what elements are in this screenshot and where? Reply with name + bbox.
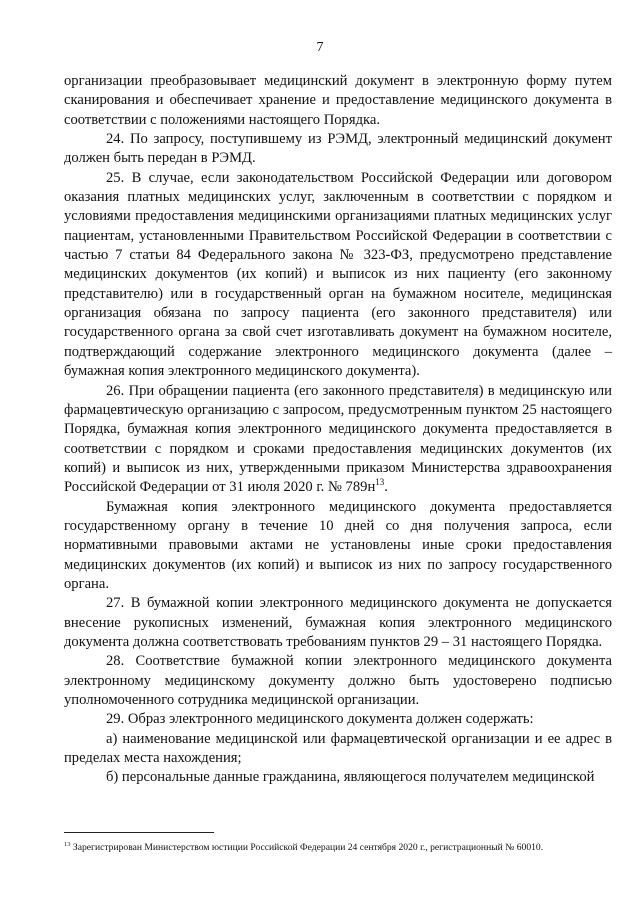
paragraph-26-text: 26. При обращении пациента (его законного представителя) в медицинскую или фармацевтическую организацию с запросом, предусмотренным пунктом 25 настоящего Порядка, бумажная копия электронного медицинского документа предоставляется в соответствии с порядком и сроками предоставления медицинских документов (их копий) и выписок из них, утвержденными приказом Министерства здравоохранения Российской Федерации от 31 июля 2020 г. № 789н xyxy=(64,382,612,496)
paragraph-continued: организации преобразовывает медицинский документ в электронную форму путем сканирования и обеспечивает хранение и предоставление медицинского документа в соответствии с положениями настоящего Порядка. xyxy=(64,73,612,128)
footnote-text: Зарегистрирован Министерством юстиции Российской Федерации 24 сентября 2020 г., регистрационный № 60010. xyxy=(72,842,544,853)
document-body xyxy=(64,72,612,788)
paragraph-26-tail: . xyxy=(384,479,388,496)
paragraph-29-item-a: а) наименование медицинской или фармацевтической организации и ее адрес в пределах места нахождения; xyxy=(64,730,612,767)
paragraph-26-continued: Бумажная копия электронного медицинского документа предоставляется государственному органу в течение 10 дней со дня получения запроса, если нормативными правовыми актами не установлены иные сроки предоставления медицинских документов (их копий) и выписок из них по запросу государственного органа. xyxy=(64,498,612,592)
footnote-number: 13 xyxy=(64,840,71,848)
page-number: 7 xyxy=(316,40,324,55)
footnote-divider xyxy=(64,832,214,833)
paragraph-29: 29. Образ электронного медицинского документа должен содержать: xyxy=(106,711,534,728)
paragraph-24: 24. По запросу, поступившему из РЭМД, электронный медицинский документ должен быть передан в РЭМД. xyxy=(64,131,612,167)
paragraph-27: 27. В бумажной копии электронного медицинского документа не допускается внесение рукописных изменений, бумажная копия электронного медицинского документа должна соответствовать требованиям пунктов 29 – 31 настоящего Порядка. xyxy=(64,595,612,650)
paragraph-29-item-b: б) персональные данные гражданина, являющегося получателем медицинской xyxy=(106,769,595,786)
paragraph-28: 28. Соответствие бумажной копии электронного медицинского документа электронному медицинскому документу должно быть удостоверено подписью уполномоченного сотрудника медицинской организации. xyxy=(64,653,612,708)
footnote-reference: 13 xyxy=(375,477,385,488)
footnote xyxy=(64,842,624,854)
paragraph-26 xyxy=(64,382,612,498)
paragraph-25: 25. В случае, если законодательством Российской Федерации или договором оказания платных медицинских услуг, заключенным в соответствии с порядком и условиями предоставления медицинскими организациями платных медицинских услуг пациентам, установленными Правительством Российской Федерации в соответствии с частью 7 статьи 84 Федерального закона № 323-ФЗ, предусмотрено представление медицинских документов (их копий) и выписок из них пациенту (его законному представителю) или в государственный орган на бумажном носителе, медицинская организация обязана по запросу пациента (его законного представителя) или государственного органа за свой счет изготавливать документ на бумажном носителе, подтверждающий содержание электронного медицинского документа (далее – бумажная копия электронного медицинского документа). xyxy=(64,169,612,380)
